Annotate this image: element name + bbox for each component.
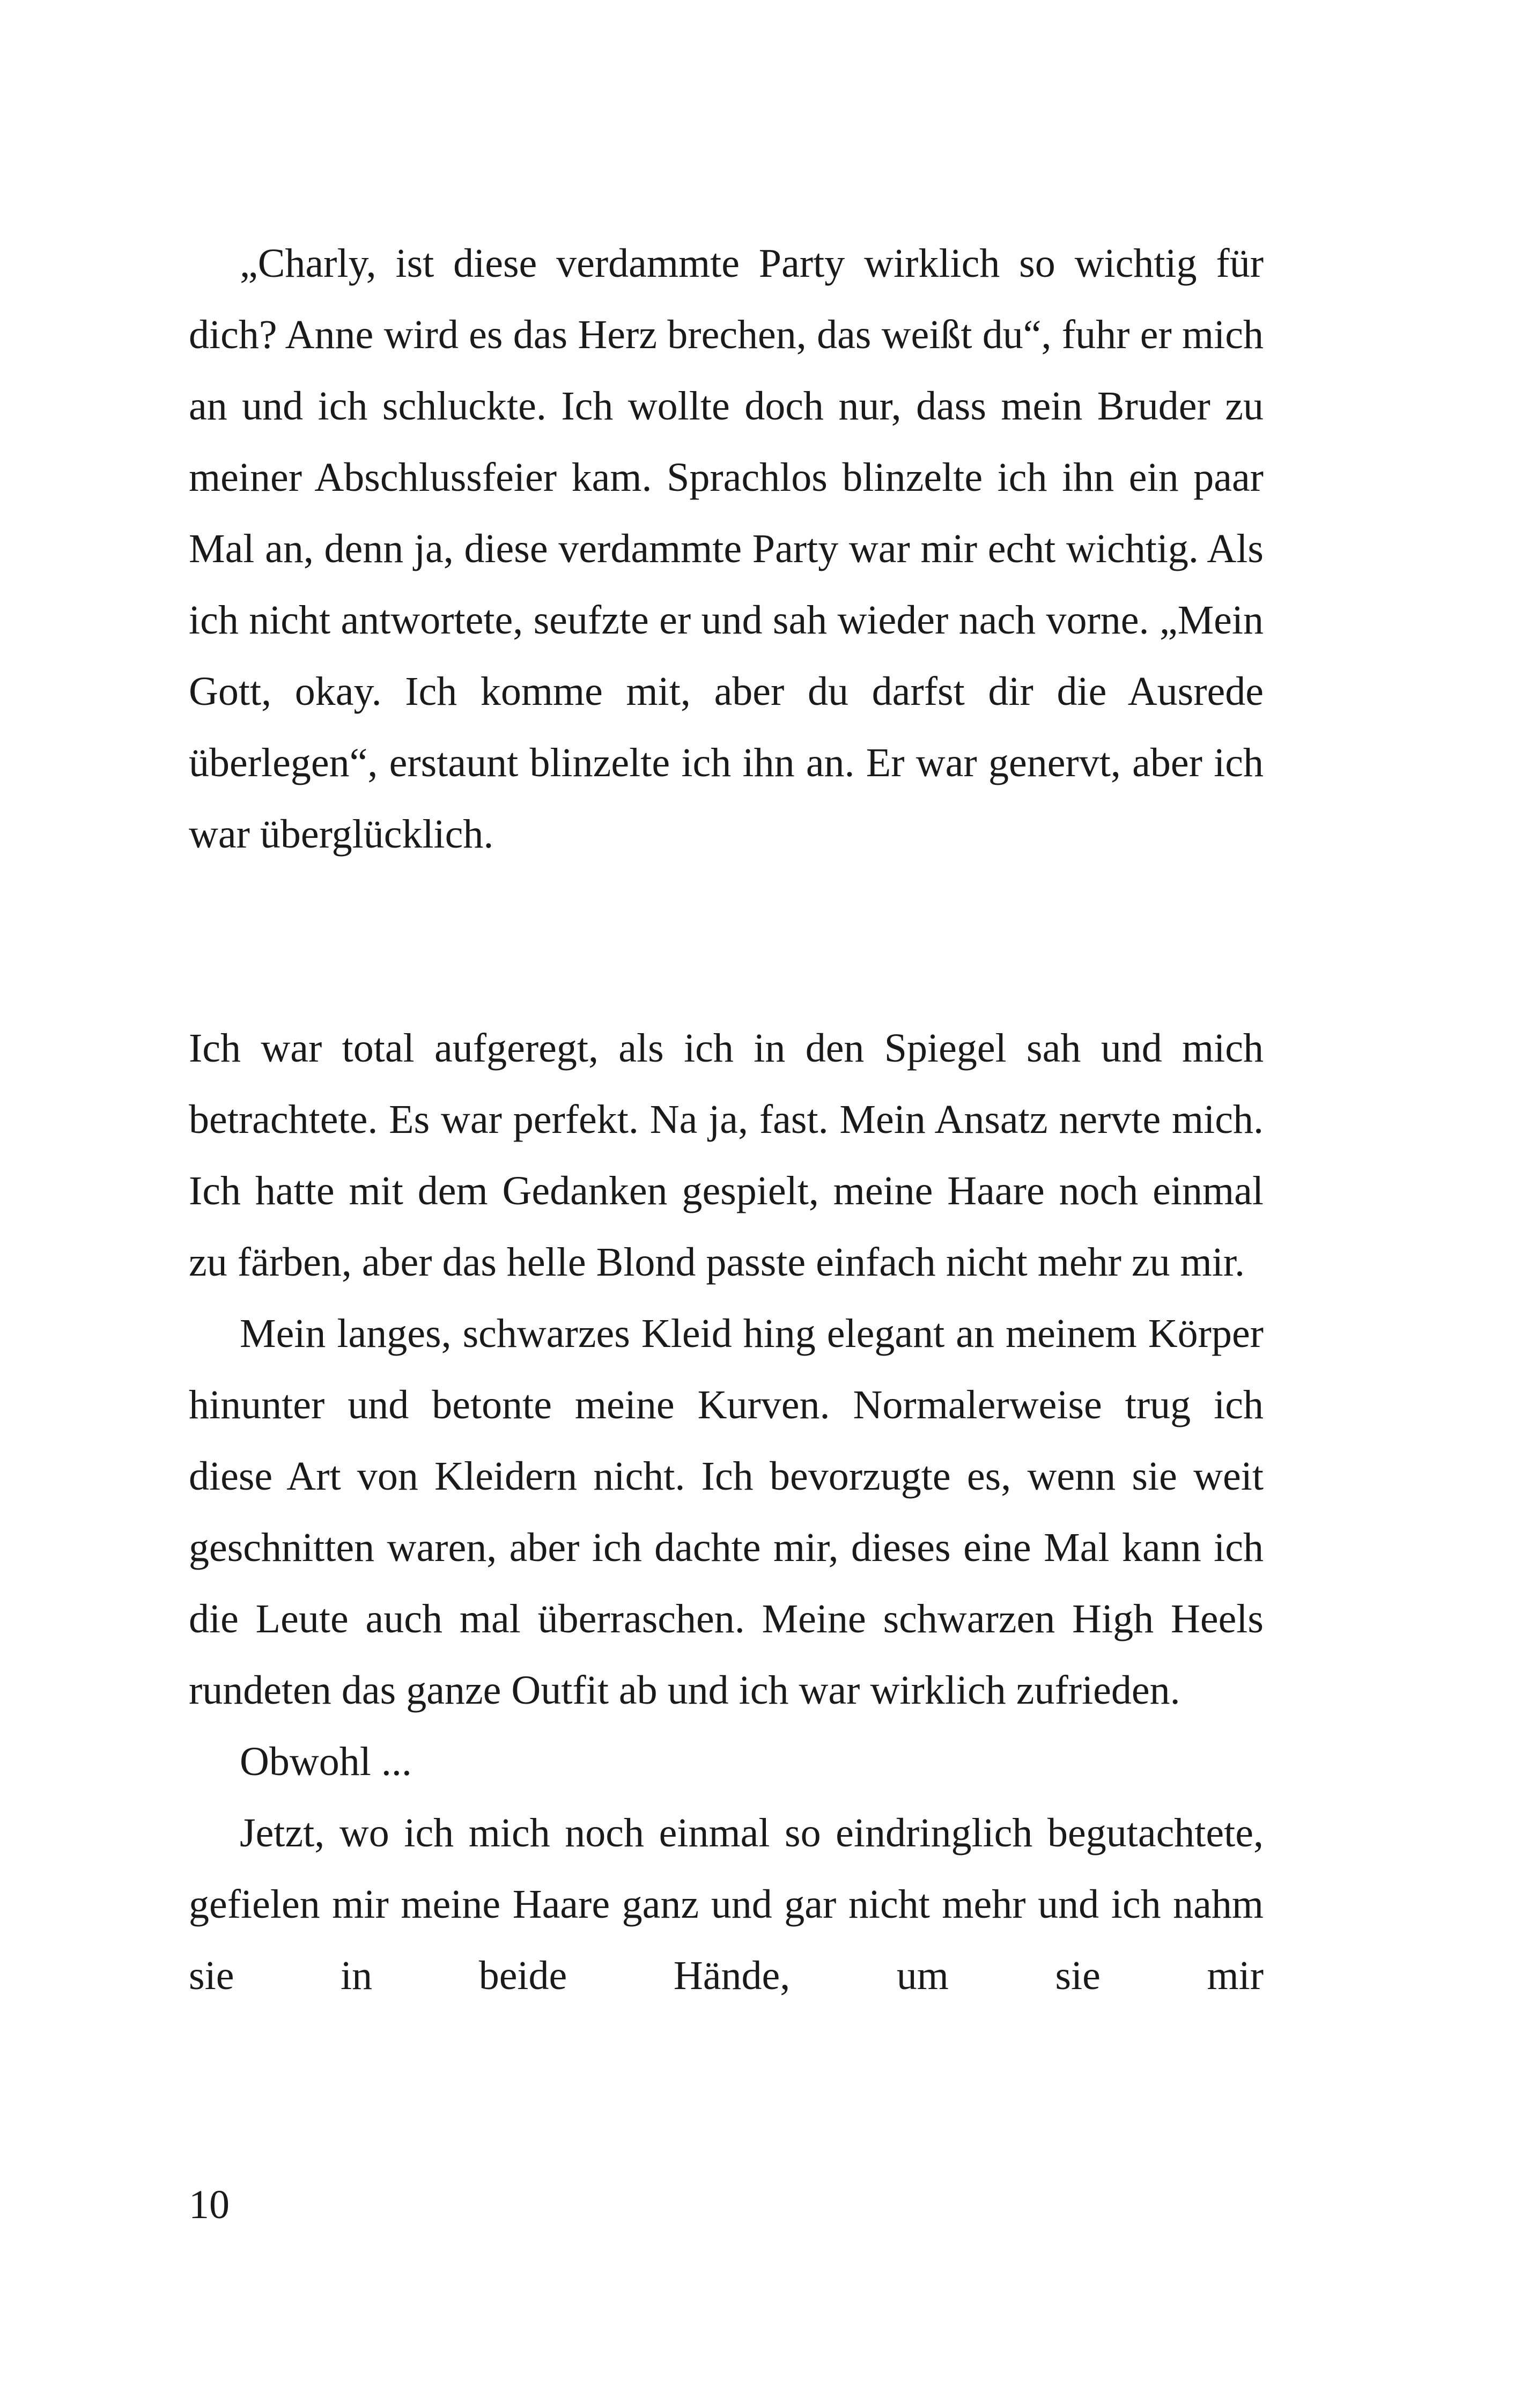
text-section-1 [189, 228, 1264, 870]
paragraph: Ich war total aufgeregt, als ich in den Spiegel sah und mich betrachtete. Es war perfekt. Na ja, fast. Mein Ansatz nervte mich. Ich hatte mit dem Gedanken gespielt, meine Haare noch einmal zu färben, aber das helle Blond passte einfach nicht mehr zu mir. [189, 1026, 1264, 1285]
paragraph: „Charly, ist diese verdammte Party wirklich so wichtig für dich? Anne wird es das Herz brechen, das weißt du“, fuhr er mich an und ich schluckte. Ich wollte doch nur, dass mein Bruder zu meiner Abschlussfeier kam. Sprachlos blinzelte ich ihn ein paar Mal an, denn ja, diese verdammte Party war mir echt wichtig. Als ich nicht antwortete, seufzte er und sah wieder nach vorne. „Mein Gott, okay. Ich komme mit, aber du darfst dir die Ausrede überlegen“, erstaunt blinzelte ich ihn an. Er war genervt, aber ich war überglücklich. [189, 241, 1264, 857]
text-section-2 [189, 1013, 1264, 2012]
paragraph: Mein langes, schwarzes Kleid hing elegant an meinem Körper hinunter und betonte meine Kurven. Normalerweise trug ich diese Art von Kleidern nicht. Ich bevorzugte es, wenn sie weit geschnitten waren, aber ich dachte mir, dieses eine Mal kann ich die Leute auch mal überraschen. Meine schwarzen High Heels rundeten das ganze Outfit ab und ich war wirklich zufrieden. [189, 1311, 1264, 1713]
paragraph: Obwohl ... [240, 1739, 412, 1784]
page-number: 10 [189, 2182, 230, 2227]
paragraph-last: Jetzt, wo ich mich noch einmal so eindringlich begutachtete, gefielen mir meine Haare ganz und gar nicht mehr und ich nahm sie in beide Hände, um sie mir [189, 1810, 1264, 1998]
